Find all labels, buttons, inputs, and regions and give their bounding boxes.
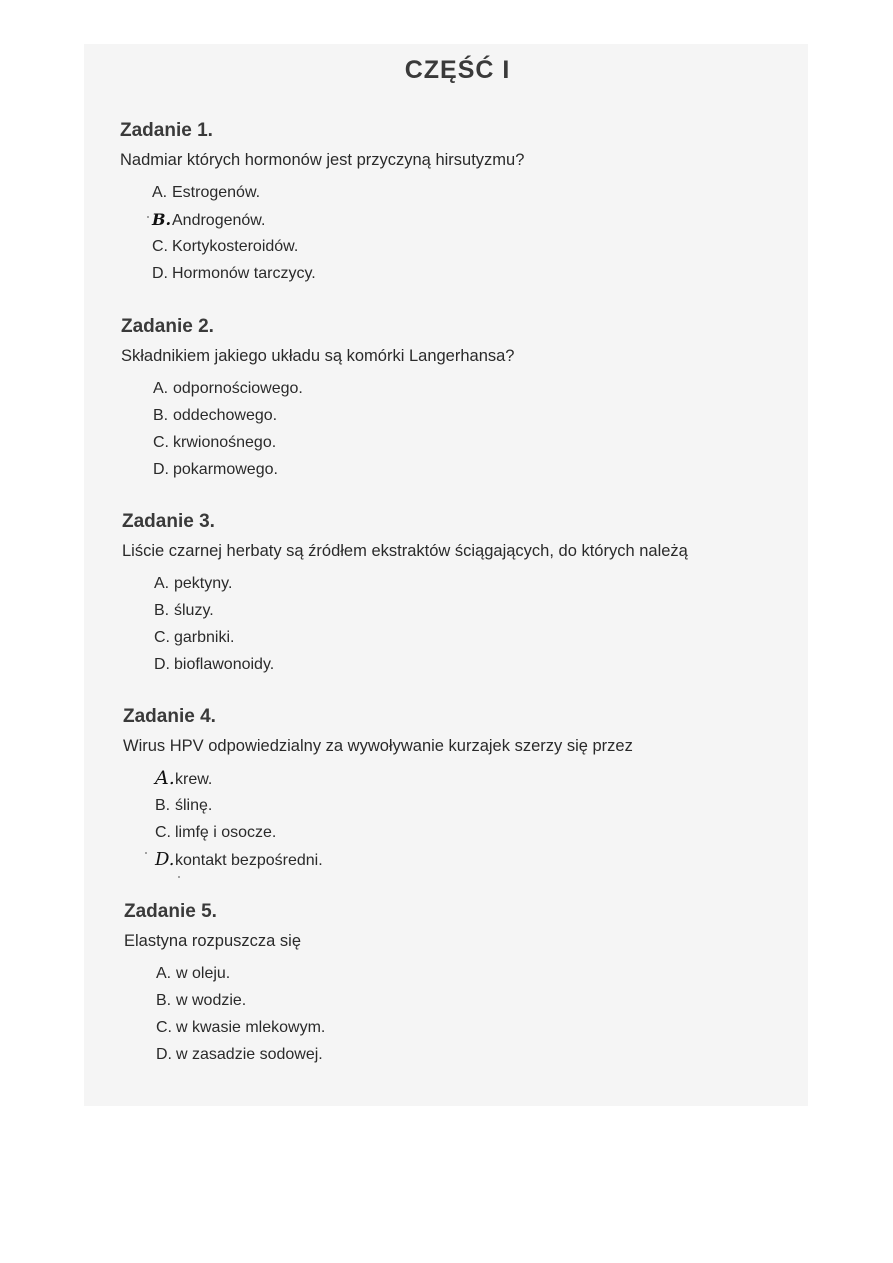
option-letter: C.	[153, 434, 169, 451]
option-letter: B.	[153, 407, 169, 424]
option-letter: C.	[155, 824, 171, 841]
page-title: CZĘŚĆ I	[404, 56, 511, 84]
option-text: Kortykosteroidów.	[172, 238, 299, 255]
answer-option-a[interactable]	[155, 765, 783, 792]
answer-options	[154, 570, 782, 678]
option-letter: D.	[152, 265, 168, 282]
answer-option-b[interactable]	[155, 792, 783, 819]
task-heading: Zadanie 5.	[124, 901, 217, 922]
option-text: pektyny.	[174, 575, 233, 592]
answer-options	[152, 179, 780, 287]
option-text: ślinę.	[175, 797, 213, 814]
task-2	[121, 314, 781, 483]
option-text: Hormonów tarczycy.	[172, 265, 316, 282]
answer-option-b[interactable]	[154, 597, 782, 624]
option-text: bioflawonoidy.	[174, 656, 275, 673]
answer-option-b[interactable]	[152, 206, 780, 233]
task-1	[120, 118, 780, 287]
answer-options	[155, 765, 783, 873]
task-heading: Zadanie 4.	[123, 706, 216, 727]
answer-option-d[interactable]	[156, 1041, 784, 1068]
answer-option-d[interactable]	[152, 260, 780, 287]
answer-option-c[interactable]	[154, 624, 782, 651]
option-letter: B.	[152, 210, 172, 229]
task-heading: Zadanie 1.	[120, 120, 213, 141]
option-text: oddechowego.	[173, 407, 278, 424]
task-question: Wirus HPV odpowiedzialny za wywoływanie kurzajek szerzy się przez	[123, 737, 633, 755]
option-letter: A.	[155, 767, 175, 789]
option-text: Estrogenów.	[172, 184, 261, 201]
option-text: limfę i osocze.	[175, 824, 277, 841]
pencil-speck	[178, 876, 180, 878]
option-letter: C.	[152, 238, 168, 255]
option-text: w oleju.	[176, 965, 231, 982]
option-letter: D.	[153, 461, 169, 478]
option-text: w wodzie.	[176, 992, 247, 1009]
pencil-speck	[145, 852, 147, 854]
answer-option-b[interactable]	[156, 987, 784, 1014]
option-text: Androgenów.	[172, 212, 266, 229]
option-letter: A.	[153, 380, 169, 397]
option-letter: B.	[155, 797, 171, 814]
option-text: pokarmowego.	[173, 461, 278, 478]
option-letter: A.	[152, 184, 168, 201]
option-letter: B.	[156, 992, 172, 1009]
answer-option-c[interactable]	[156, 1014, 784, 1041]
option-letter: D.	[155, 849, 175, 870]
option-text: krew.	[175, 771, 213, 788]
option-text: krwionośnego.	[173, 434, 277, 451]
option-letter: C.	[154, 629, 170, 646]
option-letter: D.	[156, 1046, 172, 1063]
task-3	[122, 509, 782, 678]
answer-option-a[interactable]	[156, 960, 784, 987]
option-letter: C.	[156, 1019, 172, 1036]
option-text: kontakt bezpośredni.	[175, 852, 323, 869]
option-letter: B.	[154, 602, 170, 619]
answer-option-a[interactable]	[153, 375, 781, 402]
task-4	[123, 704, 783, 873]
task-question: Liście czarnej herbaty są źródłem ekstraktów ściągających, do których należą	[122, 542, 688, 560]
option-letter: D.	[154, 656, 170, 673]
option-text: śluzy.	[174, 602, 214, 619]
answer-options	[156, 960, 784, 1068]
task-5	[124, 899, 784, 1068]
option-text: w zasadzie sodowej.	[176, 1046, 323, 1063]
option-letter: A.	[154, 575, 170, 592]
option-text: w kwasie mlekowym.	[176, 1019, 326, 1036]
answer-options	[153, 375, 781, 483]
option-text: garbniki.	[174, 629, 235, 646]
answer-option-d[interactable]	[155, 846, 783, 873]
answer-option-c[interactable]	[153, 429, 781, 456]
answer-option-d[interactable]	[154, 651, 782, 678]
answer-option-c[interactable]	[152, 233, 780, 260]
option-letter: A.	[156, 965, 172, 982]
task-question: Składnikiem jakiego układu są komórki Langerhansa?	[121, 347, 515, 365]
option-text: odpornościowego.	[173, 380, 303, 397]
task-question: Nadmiar których hormonów jest przyczyną hirsutyzmu?	[120, 151, 525, 169]
answer-option-d[interactable]	[153, 456, 781, 483]
answer-option-b[interactable]	[153, 402, 781, 429]
task-heading: Zadanie 2.	[121, 316, 214, 337]
answer-option-c[interactable]	[155, 819, 783, 846]
task-heading: Zadanie 3.	[122, 511, 215, 532]
pencil-speck	[147, 216, 149, 218]
answer-option-a[interactable]	[154, 570, 782, 597]
answer-option-a[interactable]	[152, 179, 780, 206]
task-question: Elastyna rozpuszcza się	[124, 932, 301, 950]
